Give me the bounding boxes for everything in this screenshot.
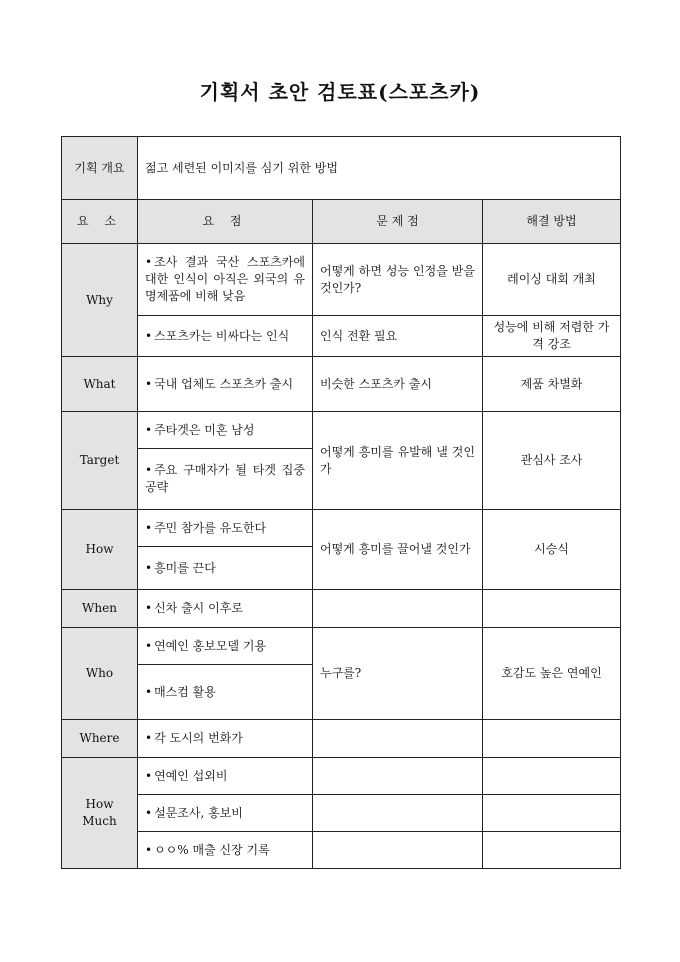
header-point: 요 점	[138, 200, 313, 244]
bullet-icon: •	[145, 328, 153, 343]
summary-row	[62, 137, 621, 200]
bullet-icon: •	[145, 422, 153, 437]
when-point: • 신차 출시 이후로	[138, 590, 313, 628]
target-solution: 관심사 조사	[483, 412, 621, 510]
where-problem	[313, 720, 483, 758]
howmuch-point-3: • ㅇㅇ% 매출 신장 기록	[138, 832, 313, 869]
where-row	[62, 720, 621, 758]
why-point-1: • 조사 결과 국산 스포츠카에 대한 인식이 아직은 외국의 유명제품에 비해 낮음	[138, 244, 313, 316]
who-label: Who	[62, 628, 138, 720]
bullet-icon: •	[145, 684, 153, 699]
what-solution: 제품 차별화	[483, 357, 621, 412]
where-solution	[483, 720, 621, 758]
target-problem: 어떻게 흥미를 유발해 낼 것인가	[313, 412, 483, 510]
who-solution: 호감도 높은 연예인	[483, 628, 621, 720]
bullet-icon: •	[145, 255, 153, 269]
bullet-icon: •	[145, 768, 153, 783]
how-label: How	[62, 510, 138, 590]
howmuch-point-1: • 연예인 섭외비	[138, 758, 313, 795]
target-point-2: • 주요 구매자가 될 타겟 집중 공략	[138, 449, 313, 510]
bullet-icon: •	[145, 731, 153, 745]
howmuch-solution-2	[483, 795, 621, 832]
bullet-icon: •	[145, 638, 153, 653]
how-row-1	[62, 510, 621, 547]
who-row-1	[62, 628, 621, 665]
howmuch-label: How Much	[62, 758, 138, 869]
why-solution-1: 레이싱 대회 개최	[483, 244, 621, 316]
document-title: 기획서 초안 검토표(스포츠카)	[199, 80, 481, 104]
where-label: Where	[62, 720, 138, 758]
target-row-1	[62, 412, 621, 449]
howmuch-problem-1	[313, 758, 483, 795]
howmuch-solution-1	[483, 758, 621, 795]
what-problem: 비슷한 스포츠카 출시	[313, 357, 483, 412]
what-label: What	[62, 357, 138, 412]
bullet-icon: •	[145, 520, 153, 535]
how-problem: 어떻게 흥미를 끌어낼 것인가	[313, 510, 483, 590]
bullet-icon: •	[145, 842, 153, 857]
how-point-1: • 주민 참가를 유도한다	[138, 510, 313, 547]
howmuch-problem-3	[313, 832, 483, 869]
what-point: • 국내 업체도 스포츠카 출시	[138, 357, 313, 412]
who-point-2: • 매스컴 활용	[138, 665, 313, 720]
header-problem: 문 제 점	[313, 200, 483, 244]
who-point-1: • 연예인 홍보모델 기용	[138, 628, 313, 665]
why-row-2	[62, 316, 621, 357]
when-row	[62, 590, 621, 628]
howmuch-row-2	[62, 795, 621, 832]
howmuch-row-3	[62, 832, 621, 869]
how-point-2: • 흥미를 끈다	[138, 547, 313, 590]
howmuch-problem-2	[313, 795, 483, 832]
bullet-icon: •	[145, 601, 153, 615]
why-label: Why	[62, 244, 138, 357]
howmuch-solution-3	[483, 832, 621, 869]
howmuch-point-2: • 설문조사, 홍보비	[138, 795, 313, 832]
header-element: 요 소	[62, 200, 138, 244]
how-solution: 시승식	[483, 510, 621, 590]
why-problem-2: 인식 전환 필요	[313, 316, 483, 357]
bullet-icon: •	[145, 560, 153, 575]
when-label: When	[62, 590, 138, 628]
summary-label: 기획 개요	[62, 137, 138, 200]
why-point-2: • 스포츠카는 비싸다는 인식	[138, 316, 313, 357]
bullet-icon: •	[145, 805, 153, 820]
what-row	[62, 357, 621, 412]
header-solution: 해결 방법	[483, 200, 621, 244]
bullet-icon: •	[145, 376, 153, 391]
bullet-icon: •	[145, 463, 153, 477]
header-row	[62, 200, 621, 244]
why-problem-1: 어떻게 하면 성능 인정을 받을 것인가?	[313, 244, 483, 316]
why-row-1	[62, 244, 621, 316]
when-solution	[483, 590, 621, 628]
target-label: Target	[62, 412, 138, 510]
summary-value: 젊고 세련된 이미지를 심기 위한 방법	[138, 137, 621, 200]
why-solution-2: 성능에 비해 저렴한 가격 강조	[483, 316, 621, 357]
target-point-1: • 주타겟은 미혼 남성	[138, 412, 313, 449]
howmuch-row-1	[62, 758, 621, 795]
who-problem: 누구를?	[313, 628, 483, 720]
where-point: • 각 도시의 번화가	[138, 720, 313, 758]
when-problem	[313, 590, 483, 628]
review-table	[61, 136, 621, 869]
